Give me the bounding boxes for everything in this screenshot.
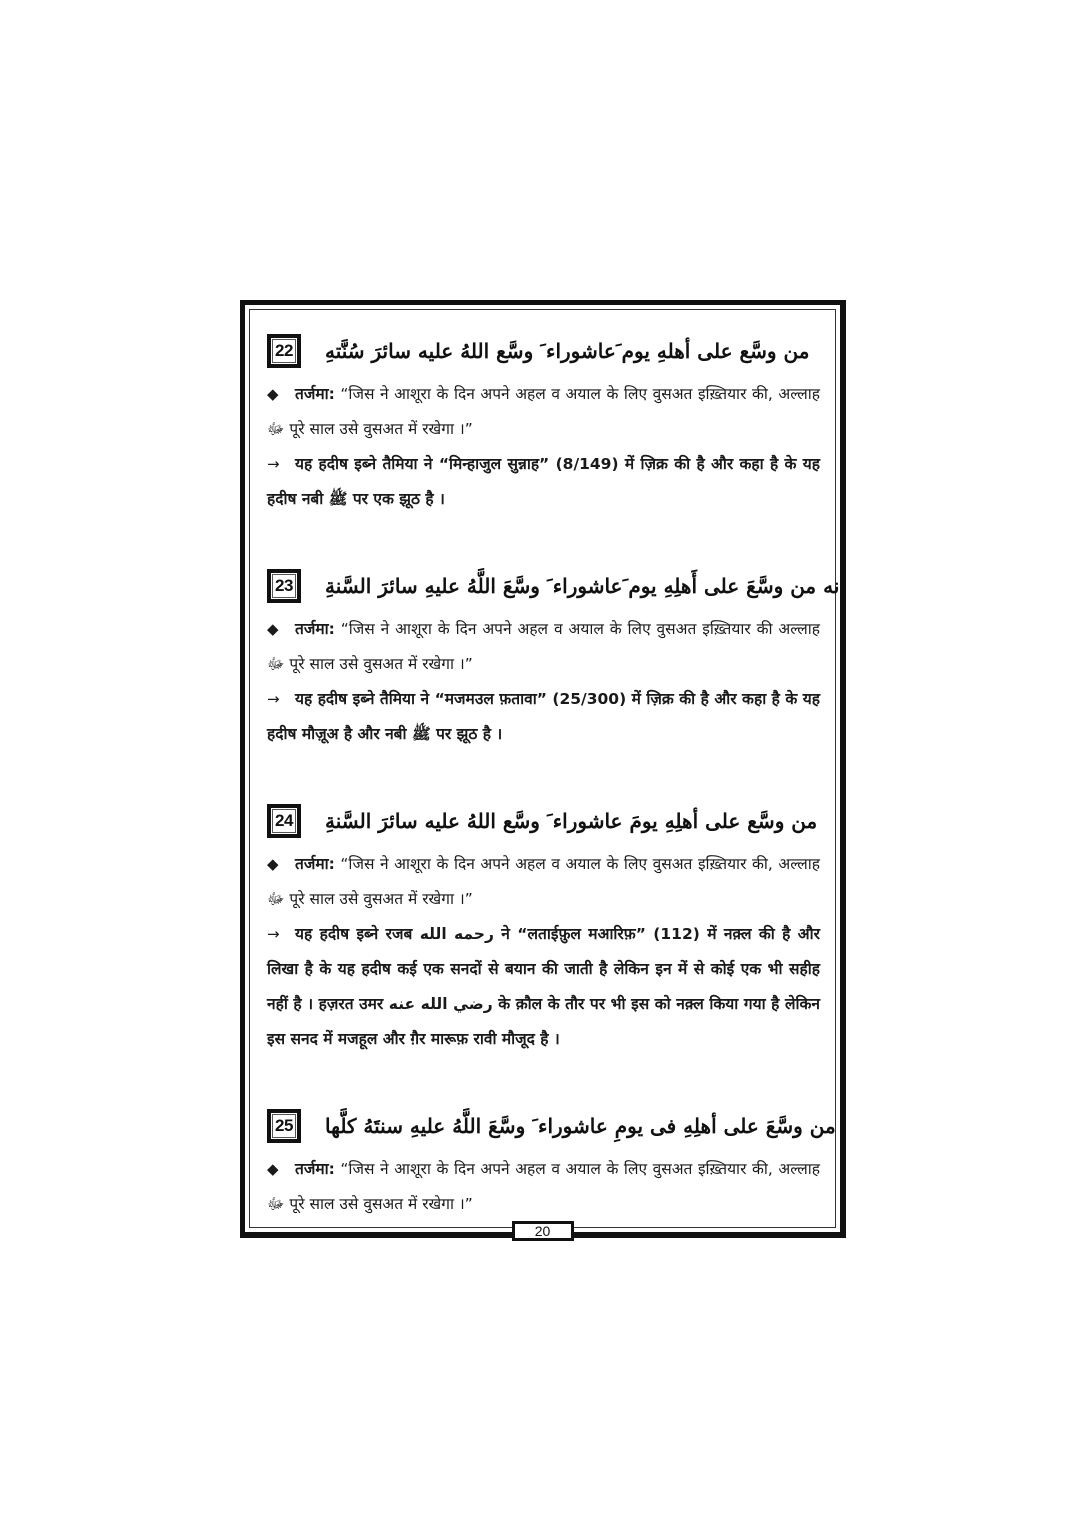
hadith-header: [267, 562, 845, 610]
translation-paragraph: [267, 847, 820, 917]
hadith-number: 22: [272, 339, 296, 363]
note-text: यह हदीष इब्ने तैमिया ने “मिन्हाजुल सुन्नाह” (8/149) में ज़िक्र की है और कहा है के यह हदीष नबी ﷺ पर एक झूठ है ।: [267, 455, 820, 508]
hadith-24: [267, 797, 820, 1102]
note-text: यह हदीष इब्ने तैमिया ने “मजमउल फ़तावा” (25/300) में ज़िक्र की है और कहा है के यह हदीष मौज़ूअ है और नबी ﷺ पर झूठ है ।: [267, 690, 820, 743]
page-frame: [240, 300, 846, 1238]
translation-text: “जिस ने आशूरा के दिन अपने अहल व अयाल के लिए वुसअत इख़्तियार की, अल्लाह ﷻ पूरे साल उसे वुसअत में रखेगा ।”: [267, 1160, 820, 1213]
hadith-25: [267, 1102, 836, 1222]
arabic-text: من وسَّع على أهلهِ يوم َعاشوراء َ وسَّع اللهُ عليه سائرَ سُنَّتهِ: [325, 339, 810, 363]
arrow-right-icon: →: [267, 925, 280, 943]
translation-paragraph: [267, 612, 820, 682]
translation-label: तर्जमा:: [295, 1160, 335, 1178]
note-text: यह हदीष इब्ने रजब رحمه الله ने “लताईफ़ुल मआरिफ़” (112) में नक़्ल की है और लिखा है के यह हदीष कई एक सनदों से बयान की जाती है लेकिन इन में से कोई एक भी सहीह नहीं है । हज़रत उमर رضي الله عنه के क़ौल के तौर पर भी इस को नक़्ल किया गया है लेकिन इस सनद में मजहूल और ग़ैर मारूफ़ रावी मौजूद है ।: [267, 925, 820, 1048]
translation-label: तर्जमा:: [295, 855, 335, 873]
hadith-number: 24: [272, 809, 296, 833]
page-content: [267, 327, 845, 1222]
hadith-23: [267, 562, 845, 797]
translation-text: “जिस ने आशूरा के दिन अपने अहल व अयाल के लिए वुसअत इख़्तियार की, अल्लाह ﷻ पूरे साल उसे वुसअत में रखेगा ।”: [267, 855, 820, 908]
note-paragraph: [267, 917, 820, 1057]
hadith-22: [267, 327, 820, 562]
arabic-text: من وسَّعَ على أهلِهِ فى يومِ عاشوراء َ وسَّعَ اللَّهُ عليهِ سنتَهُ كلَّها: [325, 1114, 836, 1138]
note-paragraph: [267, 682, 820, 752]
arrow-right-icon: →: [267, 690, 280, 708]
hadith-header: [267, 1102, 836, 1150]
hadith-header: [267, 797, 820, 845]
translation-label: तर्जमा:: [295, 620, 335, 638]
translation-paragraph: [267, 377, 820, 447]
page-number: 20: [512, 1221, 574, 1241]
hadith-number-box: [267, 1109, 301, 1143]
hadith-number-box: [267, 334, 301, 368]
hadith-header: [267, 327, 820, 375]
translation-paragraph: [267, 1152, 820, 1222]
diamond-bullet-icon: ◆: [267, 385, 279, 403]
diamond-bullet-icon: ◆: [267, 620, 279, 638]
arabic-text: من وسَّع على أهلِهِ يومَ عاشوراء َ وسَّع اللهُ عليه سائرَ السَّنةِ: [325, 809, 818, 833]
spacer: [267, 752, 820, 797]
hadith-number: 25: [272, 1114, 296, 1138]
hadith-number-box: [267, 569, 301, 603]
translation-text: “जिस ने आशूरा के दिन अपने अहल व अयाल के लिए वुसअत इख़्तियार की अल्लाह ﷻ पूरे साल उसे वुसअत में रखेगा ।”: [267, 620, 820, 673]
note-paragraph: [267, 447, 820, 517]
translation-text: “जिस ने आशूरा के दिन अपने अहल व अयाल के लिए वुसअत इख़्तियार की, अल्लाह ﷻ पूरे साल उसे वुसअत में रखेगा ।”: [267, 385, 820, 438]
spacer: [267, 517, 820, 562]
arabic-text: أنه من وسَّعَ على أَهلِهِ يوم َعاشوراء َ وسَّعَ اللَّهُ عليهِ سائرَ السَّنةِ: [325, 574, 845, 598]
hadith-number-box: [267, 804, 301, 838]
translation-label: तर्जमा:: [295, 385, 335, 403]
diamond-bullet-icon: ◆: [267, 1160, 279, 1178]
hadith-number: 23: [272, 574, 296, 598]
arrow-right-icon: →: [267, 455, 280, 473]
spacer: [267, 1057, 820, 1102]
diamond-bullet-icon: ◆: [267, 855, 279, 873]
